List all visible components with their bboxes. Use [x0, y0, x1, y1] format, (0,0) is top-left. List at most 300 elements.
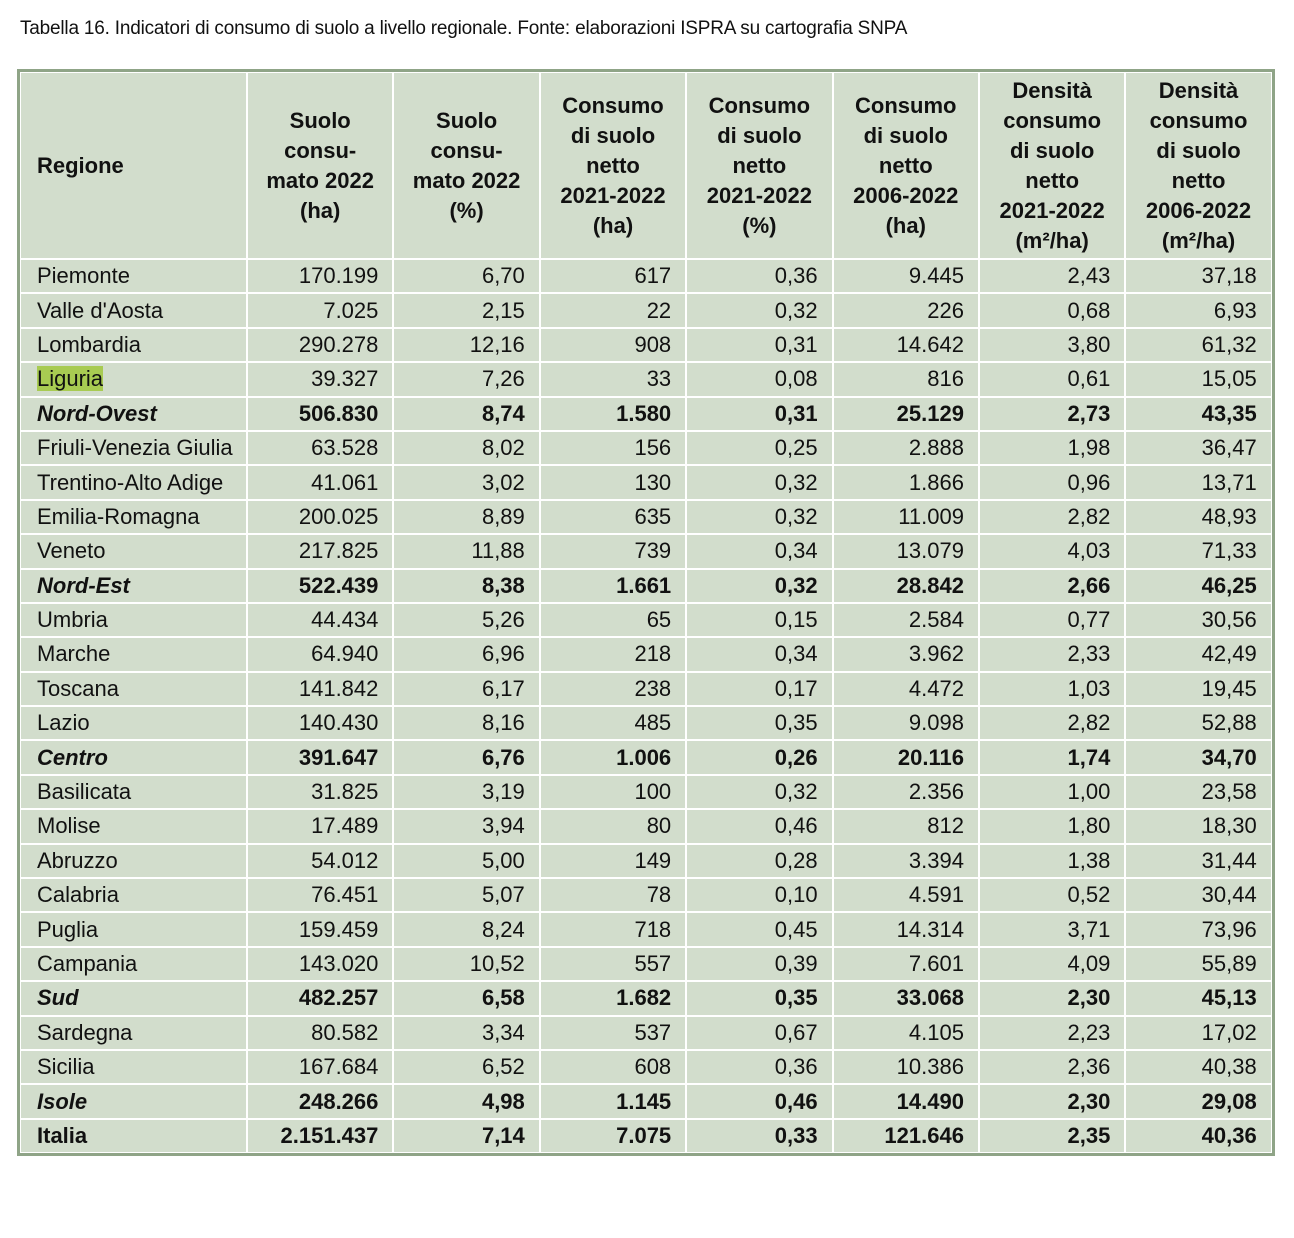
value-cell: 4,98 — [393, 1084, 539, 1118]
table-container — [19, 71, 1271, 1154]
region-name-cell — [20, 569, 247, 603]
value-cell: 8,74 — [393, 397, 539, 431]
table-row — [20, 775, 1272, 809]
value-cell: 14.314 — [833, 912, 979, 946]
value-cell: 816 — [833, 362, 979, 396]
value-cell: 43,35 — [1125, 397, 1271, 431]
value-cell: 2,23 — [979, 1016, 1125, 1050]
value-cell: 4,09 — [979, 947, 1125, 981]
region-name-cell — [20, 603, 247, 637]
region-name-cell — [20, 362, 247, 396]
value-cell: 0,36 — [686, 259, 832, 293]
value-cell: 170.199 — [247, 259, 393, 293]
value-cell: 5,26 — [393, 603, 539, 637]
value-cell: 30,56 — [1125, 603, 1271, 637]
table-row — [20, 328, 1272, 362]
value-cell: 6,17 — [393, 672, 539, 706]
value-cell: 4,03 — [979, 534, 1125, 568]
region-name-cell — [20, 844, 247, 878]
value-cell: 9.098 — [833, 706, 979, 740]
value-cell: 0,67 — [686, 1016, 832, 1050]
value-cell: 20.116 — [833, 740, 979, 774]
value-cell: 2,33 — [979, 637, 1125, 671]
value-cell: 608 — [540, 1050, 686, 1084]
value-cell: 13,71 — [1125, 465, 1271, 499]
column-header-line: di suolo — [717, 122, 802, 148]
value-cell: 31.825 — [247, 775, 393, 809]
table-caption: Tabella 16. Indicatori di consumo di suolo a livello regionale. Fonte: elaborazioni ISPRA su cartografia SNPA — [20, 18, 908, 39]
region-name: Sardegna — [37, 1019, 133, 1045]
value-cell: 39.327 — [247, 362, 393, 396]
value-cell: 33 — [540, 362, 686, 396]
region-name: Veneto — [37, 538, 106, 564]
table-row — [20, 1016, 1272, 1050]
region-name-cell — [20, 534, 247, 568]
value-cell: 2,36 — [979, 1050, 1125, 1084]
value-cell: 7.025 — [247, 293, 393, 327]
value-cell: 2,15 — [393, 293, 539, 327]
value-cell: 0,32 — [686, 775, 832, 809]
value-cell: 41.061 — [247, 465, 393, 499]
value-cell: 45,13 — [1125, 981, 1271, 1015]
value-cell: 3,02 — [393, 465, 539, 499]
column-header-line: 2006-2022 — [1145, 197, 1252, 223]
column-header-line: Consumo — [708, 92, 811, 118]
value-cell: 121.646 — [833, 1119, 979, 1153]
value-cell: 537 — [540, 1016, 686, 1050]
value-cell: 1.580 — [540, 397, 686, 431]
value-cell: 0,10 — [686, 878, 832, 912]
macro-area-row — [20, 1084, 1272, 1118]
value-cell: 8,24 — [393, 912, 539, 946]
value-cell: 7.075 — [540, 1119, 686, 1153]
value-cell: 65 — [540, 603, 686, 637]
value-cell: 40,38 — [1125, 1050, 1271, 1084]
value-cell: 80.582 — [247, 1016, 393, 1050]
table-row — [20, 465, 1272, 499]
value-cell: 2,82 — [979, 706, 1125, 740]
region-name-cell — [20, 1119, 247, 1153]
value-cell: 156 — [540, 431, 686, 465]
value-cell: 44.434 — [247, 603, 393, 637]
value-cell: 6,58 — [393, 981, 539, 1015]
table-body — [20, 259, 1272, 1153]
value-cell: 40,36 — [1125, 1119, 1271, 1153]
value-cell: 54.012 — [247, 844, 393, 878]
region-name-cell — [20, 775, 247, 809]
region-name: Nord-Ovest — [37, 400, 157, 426]
region-name-cell — [20, 259, 247, 293]
value-cell: 1.145 — [540, 1084, 686, 1118]
column-header-line: consu- — [284, 137, 357, 163]
column-header-line: netto — [732, 152, 787, 178]
value-cell: 1.006 — [540, 740, 686, 774]
column-header-line: netto — [878, 152, 933, 178]
region-name-cell — [20, 465, 247, 499]
column-header-line: mato 2022 — [266, 167, 374, 193]
value-cell: 143.020 — [247, 947, 393, 981]
region-name-cell — [20, 328, 247, 362]
value-cell: 5,00 — [393, 844, 539, 878]
region-name-cell — [20, 637, 247, 671]
value-cell: 4.472 — [833, 672, 979, 706]
value-cell: 485 — [540, 706, 686, 740]
region-name: Liguria — [37, 366, 104, 392]
column-header-3 — [540, 72, 686, 259]
macro-area-row — [20, 569, 1272, 603]
value-cell: 5,07 — [393, 878, 539, 912]
value-cell: 2,82 — [979, 500, 1125, 534]
value-cell: 10,52 — [393, 947, 539, 981]
table-row — [20, 947, 1272, 981]
region-name-cell — [20, 500, 247, 534]
region-name: Isole — [37, 1088, 88, 1114]
value-cell: 0,35 — [686, 981, 832, 1015]
value-cell: 8,89 — [393, 500, 539, 534]
column-header-line: di suolo — [863, 122, 948, 148]
value-cell: 80 — [540, 809, 686, 843]
value-cell: 226 — [833, 293, 979, 327]
region-name-cell — [20, 740, 247, 774]
value-cell: 140.430 — [247, 706, 393, 740]
value-cell: 30,44 — [1125, 878, 1271, 912]
column-header-7 — [1125, 72, 1271, 259]
value-cell: 2,35 — [979, 1119, 1125, 1153]
value-cell: 42,49 — [1125, 637, 1271, 671]
value-cell: 0,45 — [686, 912, 832, 946]
regional-soil-consumption-table — [19, 71, 1273, 1154]
value-cell: 0,28 — [686, 844, 832, 878]
column-header-line: netto — [586, 152, 640, 178]
value-cell: 0,15 — [686, 603, 832, 637]
value-cell: 2,66 — [979, 569, 1125, 603]
value-cell: 739 — [540, 534, 686, 568]
value-cell: 0,34 — [686, 637, 832, 671]
value-cell: 218 — [540, 637, 686, 671]
table-row — [20, 672, 1272, 706]
region-name: Campania — [37, 951, 138, 976]
column-header-line: 2021-2022 — [560, 182, 666, 208]
value-cell: 2,30 — [979, 981, 1125, 1015]
column-header-line: Regione — [37, 152, 124, 178]
column-header-4 — [686, 72, 832, 259]
value-cell: 1.866 — [833, 465, 979, 499]
value-cell: 11.009 — [833, 500, 979, 534]
value-cell: 908 — [540, 328, 686, 362]
column-header-line: (ha) — [592, 212, 634, 238]
value-cell: 1,38 — [979, 844, 1125, 878]
column-header-line: (m²/ha) — [1015, 227, 1089, 253]
column-header-line: di suolo — [1009, 137, 1095, 163]
value-cell: 2.888 — [833, 431, 979, 465]
value-cell: 2,30 — [979, 1084, 1125, 1118]
value-cell: 0,31 — [686, 397, 832, 431]
value-cell: 557 — [540, 947, 686, 981]
value-cell: 0,52 — [979, 878, 1125, 912]
value-cell: 8,38 — [393, 569, 539, 603]
value-cell: 1,00 — [979, 775, 1125, 809]
value-cell: 3,19 — [393, 775, 539, 809]
value-cell: 0,46 — [686, 1084, 832, 1118]
region-name: Sicilia — [37, 1054, 95, 1080]
value-cell: 0,32 — [686, 569, 832, 603]
value-cell: 13.079 — [833, 534, 979, 568]
region-name-cell — [20, 293, 247, 327]
value-cell: 217.825 — [247, 534, 393, 568]
value-cell: 52,88 — [1125, 706, 1271, 740]
value-cell: 2,43 — [979, 259, 1125, 293]
value-cell: 506.830 — [247, 397, 393, 431]
value-cell: 3,80 — [979, 328, 1125, 362]
column-header-line: di suolo — [570, 122, 656, 148]
value-cell: 3,94 — [393, 809, 539, 843]
value-cell: 1.661 — [540, 569, 686, 603]
value-cell: 73,96 — [1125, 912, 1271, 946]
value-cell: 482.257 — [247, 981, 393, 1015]
region-name: Toscana — [37, 675, 119, 701]
value-cell: 15,05 — [1125, 362, 1271, 396]
region-name-cell — [20, 981, 247, 1015]
column-header-line: netto — [1171, 167, 1226, 193]
column-header-line: Suolo — [436, 107, 498, 133]
column-header-2 — [393, 72, 539, 259]
value-cell: 1,98 — [979, 431, 1125, 465]
value-cell: 11,88 — [393, 534, 539, 568]
value-cell: 76.451 — [247, 878, 393, 912]
value-cell: 31,44 — [1125, 844, 1271, 878]
value-cell: 149 — [540, 844, 686, 878]
region-name: Valle d'Aosta — [37, 297, 164, 323]
region-name: Abruzzo — [37, 847, 118, 873]
value-cell: 36,47 — [1125, 431, 1271, 465]
table-row — [20, 603, 1272, 637]
table-row — [20, 706, 1272, 740]
value-cell: 55,89 — [1125, 947, 1271, 981]
value-cell: 0,32 — [686, 293, 832, 327]
region-name: Italia — [37, 1122, 88, 1148]
region-name: Friuli-Venezia Giulia — [37, 435, 233, 461]
value-cell: 0,96 — [979, 465, 1125, 499]
value-cell: 64.940 — [247, 637, 393, 671]
region-name: Calabria — [37, 882, 119, 908]
column-header-region — [20, 72, 247, 259]
table-row — [20, 809, 1272, 843]
table-row — [20, 637, 1272, 671]
value-cell: 33.068 — [833, 981, 979, 1015]
value-cell: 18,30 — [1125, 809, 1271, 843]
table-header — [20, 72, 1272, 259]
column-header-1 — [247, 72, 393, 259]
value-cell: 10.386 — [833, 1050, 979, 1084]
value-cell: 718 — [540, 912, 686, 946]
table-row — [20, 844, 1272, 878]
value-cell: 4.105 — [833, 1016, 979, 1050]
table-row — [20, 362, 1272, 396]
value-cell: 8,16 — [393, 706, 539, 740]
column-header-5 — [833, 72, 979, 259]
region-name: Lombardia — [37, 331, 141, 357]
region-name-cell — [20, 912, 247, 946]
value-cell: 22 — [540, 293, 686, 327]
region-name: Centro — [37, 744, 108, 770]
table-row — [20, 534, 1272, 568]
value-cell: 7,14 — [393, 1119, 539, 1153]
value-cell: 46,25 — [1125, 569, 1271, 603]
column-header-6 — [979, 72, 1125, 259]
column-header-line: Consumo — [855, 92, 957, 118]
value-cell: 0,35 — [686, 706, 832, 740]
value-cell: 48,93 — [1125, 500, 1271, 534]
value-cell: 1,80 — [979, 809, 1125, 843]
macro-area-row — [20, 740, 1272, 774]
region-name: Lazio — [37, 710, 90, 736]
value-cell: 9.445 — [833, 259, 979, 293]
region-name-cell — [20, 706, 247, 740]
value-cell: 0,39 — [686, 947, 832, 981]
region-name: Sud — [37, 985, 79, 1011]
value-cell: 34,70 — [1125, 740, 1271, 774]
value-cell: 19,45 — [1125, 672, 1271, 706]
region-name-cell — [20, 1050, 247, 1084]
column-header-line: (m²/ha) — [1161, 227, 1236, 253]
table-row — [20, 500, 1272, 534]
value-cell: 7,26 — [393, 362, 539, 396]
value-cell: 2,73 — [979, 397, 1125, 431]
value-cell: 238 — [540, 672, 686, 706]
column-header-line: (ha) — [885, 212, 926, 238]
value-cell: 0,33 — [686, 1119, 832, 1153]
value-cell: 522.439 — [247, 569, 393, 603]
value-cell: 14.490 — [833, 1084, 979, 1118]
value-cell: 4.591 — [833, 878, 979, 912]
value-cell: 17,02 — [1125, 1016, 1271, 1050]
value-cell: 0,17 — [686, 672, 832, 706]
value-cell: 812 — [833, 809, 979, 843]
region-name: Basilicata — [37, 779, 132, 805]
region-name: Piemonte — [37, 263, 130, 289]
column-header-line: 2021-2022 — [706, 182, 812, 208]
value-cell: 0,68 — [979, 293, 1125, 327]
region-name: Puglia — [37, 916, 99, 942]
column-header-line: consumo — [1149, 107, 1248, 133]
value-cell: 29,08 — [1125, 1084, 1271, 1118]
column-header-line: (ha) — [300, 197, 341, 223]
value-cell: 0,32 — [686, 465, 832, 499]
value-cell: 71,33 — [1125, 534, 1271, 568]
column-header-line: 2006-2022 — [853, 182, 959, 208]
column-header-line: (%) — [742, 212, 777, 238]
value-cell: 2.356 — [833, 775, 979, 809]
value-cell: 200.025 — [247, 500, 393, 534]
value-cell: 2.584 — [833, 603, 979, 637]
value-cell: 167.684 — [247, 1050, 393, 1084]
column-header-line: Densità — [1158, 77, 1239, 103]
value-cell: 6,70 — [393, 259, 539, 293]
column-header-line: (%) — [449, 197, 484, 223]
value-cell: 0,77 — [979, 603, 1125, 637]
value-cell: 0,25 — [686, 431, 832, 465]
region-name-cell — [20, 431, 247, 465]
value-cell: 248.266 — [247, 1084, 393, 1118]
value-cell: 0,46 — [686, 809, 832, 843]
value-cell: 0,08 — [686, 362, 832, 396]
macro-area-row — [20, 397, 1272, 431]
value-cell: 61,32 — [1125, 328, 1271, 362]
value-cell: 1,74 — [979, 740, 1125, 774]
value-cell: 0,26 — [686, 740, 832, 774]
value-cell: 2.151.437 — [247, 1119, 393, 1153]
value-cell: 3.962 — [833, 637, 979, 671]
region-name: Marche — [37, 641, 111, 667]
table-row — [20, 431, 1272, 465]
column-header-line: Consumo — [562, 92, 664, 118]
value-cell: 1,03 — [979, 672, 1125, 706]
value-cell: 0,34 — [686, 534, 832, 568]
table-row — [20, 259, 1272, 293]
value-cell: 3,34 — [393, 1016, 539, 1050]
value-cell: 25.129 — [833, 397, 979, 431]
region-name-cell — [20, 397, 247, 431]
value-cell: 78 — [540, 878, 686, 912]
region-name-cell — [20, 672, 247, 706]
value-cell: 28.842 — [833, 569, 979, 603]
header-row — [20, 72, 1272, 259]
value-cell: 23,58 — [1125, 775, 1271, 809]
value-cell: 159.459 — [247, 912, 393, 946]
table-row — [20, 1050, 1272, 1084]
value-cell: 6,76 — [393, 740, 539, 774]
value-cell: 37,18 — [1125, 259, 1271, 293]
value-cell: 8,02 — [393, 431, 539, 465]
value-cell: 63.528 — [247, 431, 393, 465]
value-cell: 0,31 — [686, 328, 832, 362]
value-cell: 3,71 — [979, 912, 1125, 946]
column-header-line: Suolo — [289, 107, 351, 133]
value-cell: 141.842 — [247, 672, 393, 706]
region-name: Emilia-Romagna — [37, 503, 200, 529]
value-cell: 6,96 — [393, 637, 539, 671]
total-row — [20, 1119, 1272, 1153]
value-cell: 6,93 — [1125, 293, 1271, 327]
value-cell: 12,16 — [393, 328, 539, 362]
value-cell: 290.278 — [247, 328, 393, 362]
value-cell: 3.394 — [833, 844, 979, 878]
region-name-cell — [20, 947, 247, 981]
region-name-cell — [20, 1016, 247, 1050]
value-cell: 100 — [540, 775, 686, 809]
region-name: Umbria — [37, 607, 108, 633]
value-cell: 617 — [540, 259, 686, 293]
value-cell: 6,52 — [393, 1050, 539, 1084]
region-name-cell — [20, 809, 247, 843]
column-header-line: consumo — [1003, 107, 1102, 133]
column-header-line: 2021-2022 — [999, 197, 1105, 223]
region-name: Molise — [37, 813, 101, 839]
table-row — [20, 878, 1272, 912]
column-header-line: di suolo — [1156, 137, 1241, 163]
value-cell: 14.642 — [833, 328, 979, 362]
table-row — [20, 293, 1272, 327]
region-name-cell — [20, 1084, 247, 1118]
value-cell: 1.682 — [540, 981, 686, 1015]
region-name: Trentino-Alto Adige — [37, 469, 224, 495]
value-cell: 7.601 — [833, 947, 979, 981]
value-cell: 0,61 — [979, 362, 1125, 396]
region-name-cell — [20, 878, 247, 912]
macro-area-row — [20, 981, 1272, 1015]
value-cell: 635 — [540, 500, 686, 534]
column-header-line: mato 2022 — [412, 167, 521, 193]
